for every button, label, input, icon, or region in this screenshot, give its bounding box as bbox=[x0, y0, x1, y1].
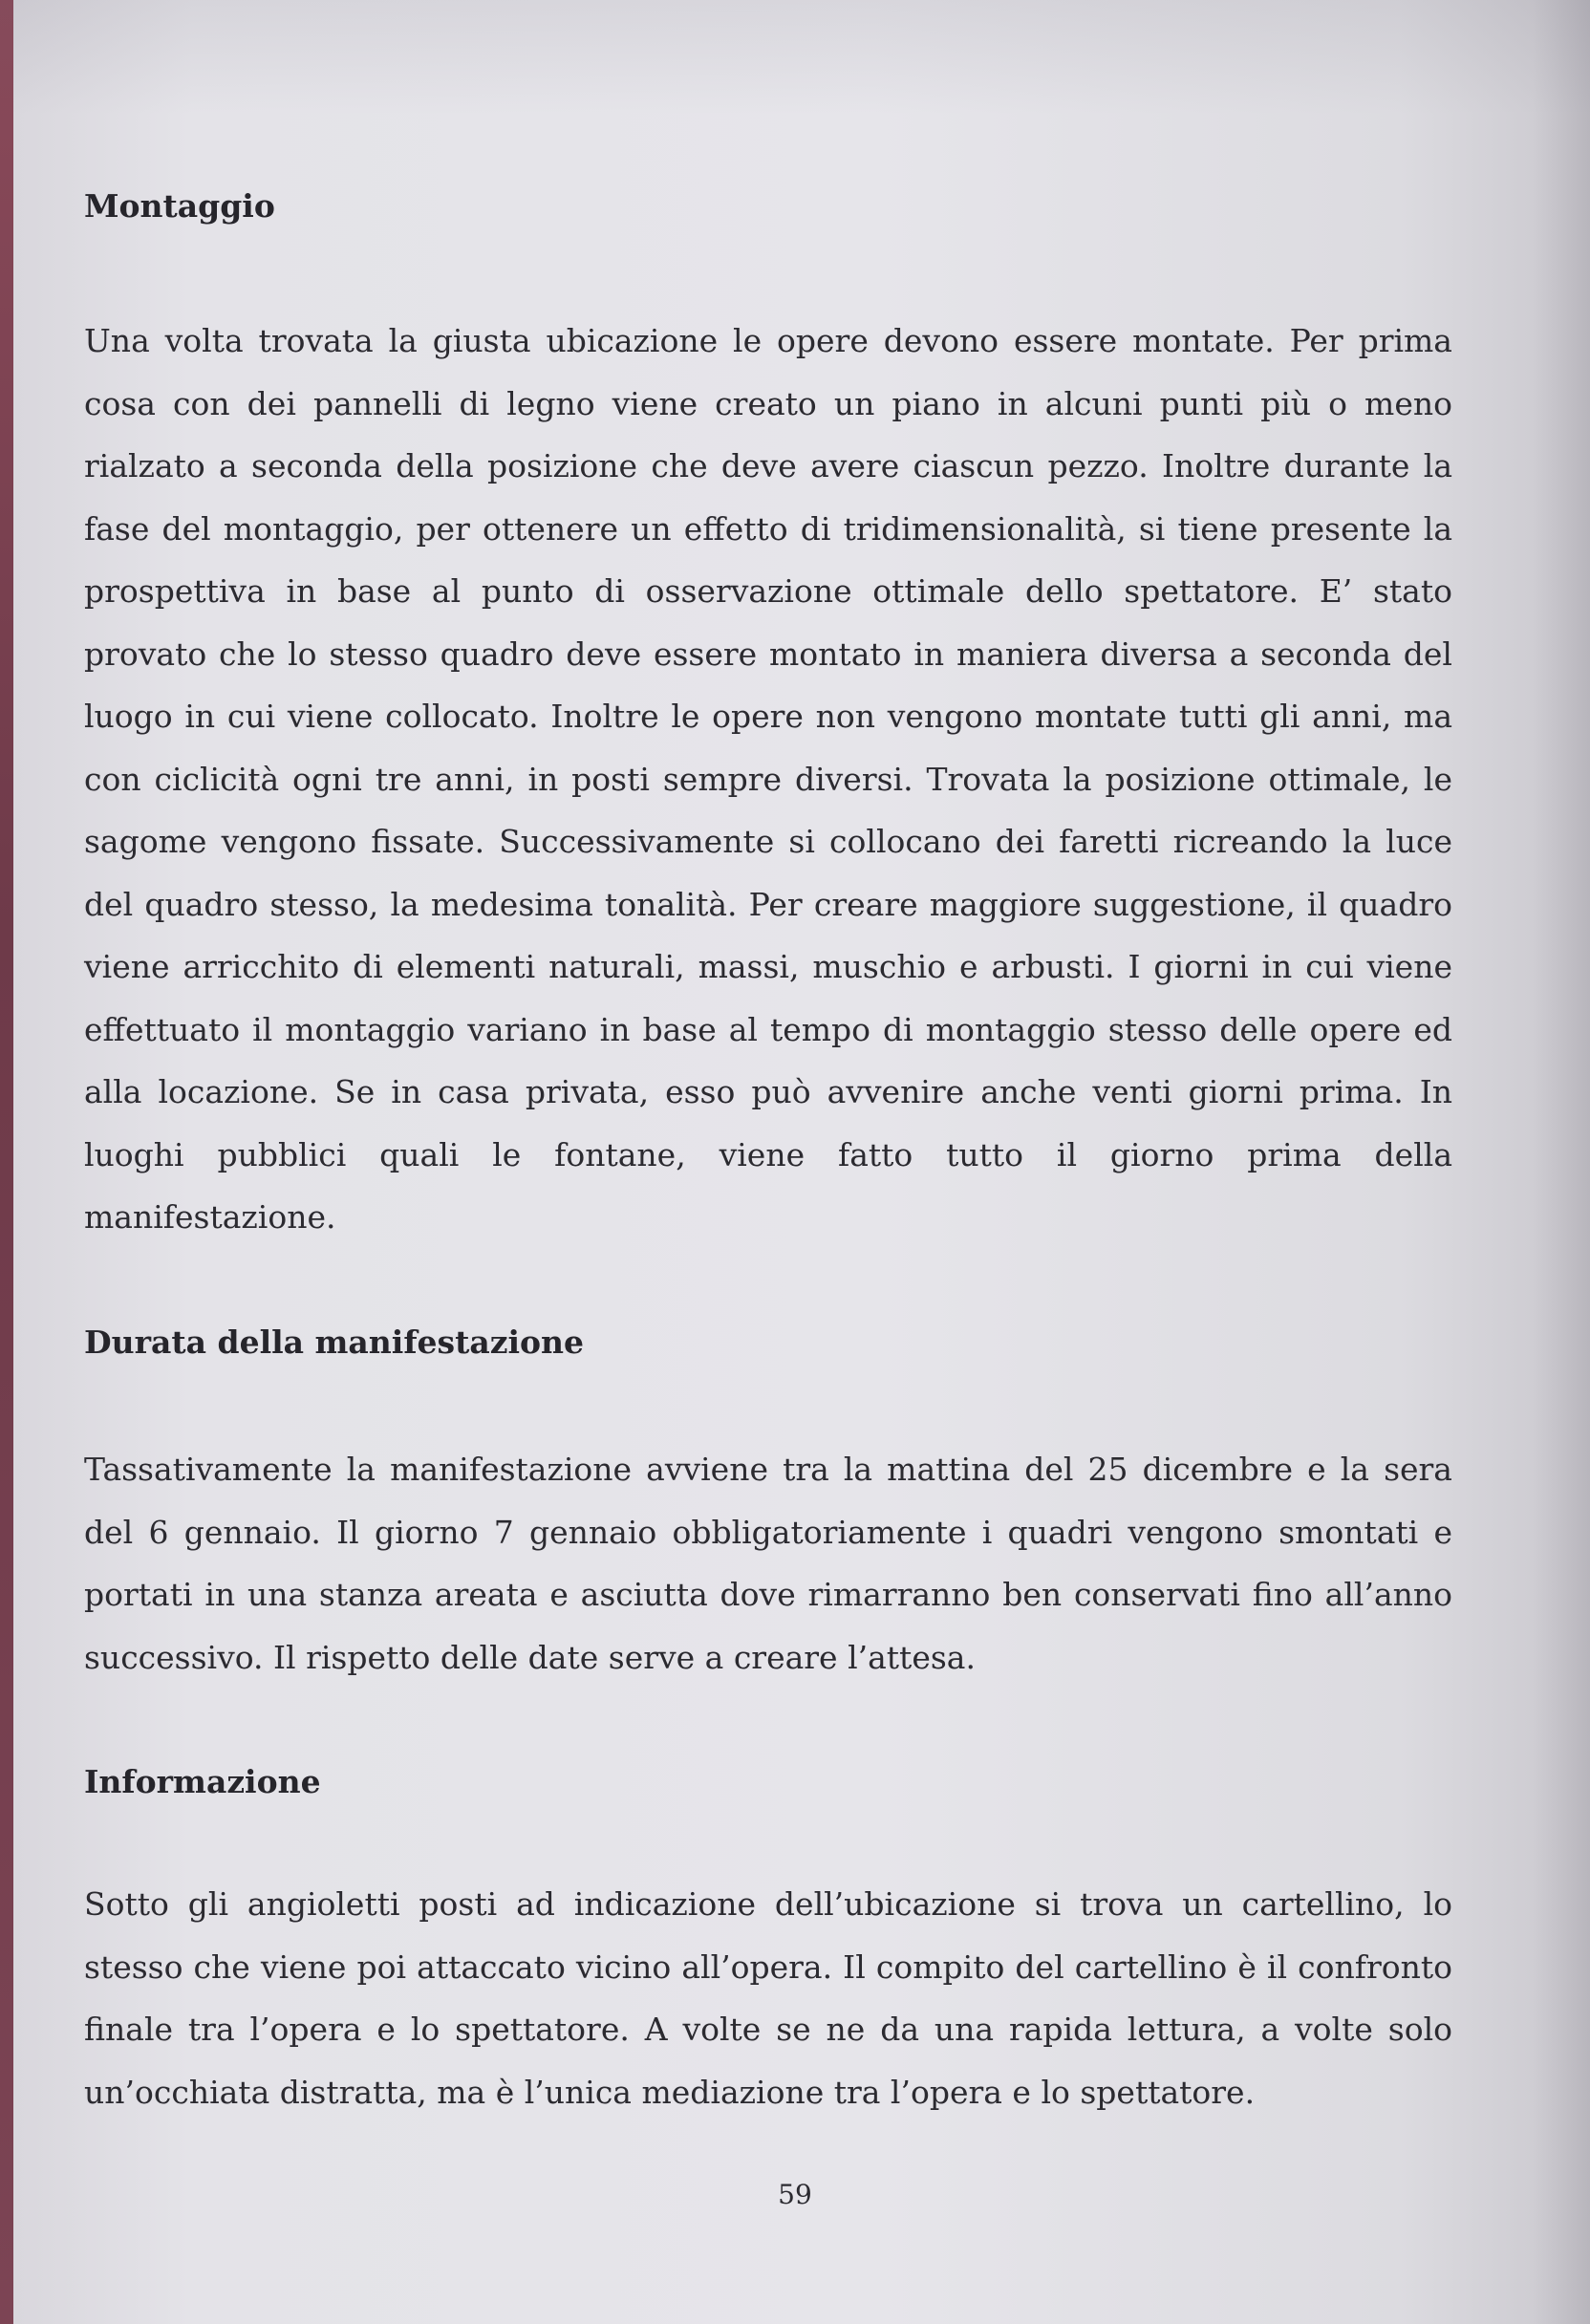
heading-durata: Durata della manifestazione bbox=[84, 1323, 585, 1361]
heading-informazione: Informazione bbox=[84, 1763, 321, 1800]
page-edge bbox=[0, 0, 13, 2324]
right-shadow bbox=[1533, 0, 1590, 2324]
section-informazione bbox=[84, 1873, 1452, 2123]
top-shade bbox=[0, 0, 1590, 115]
paragraph-informazione: Sotto gli angioletti posti ad indicazione dell’ubicazione si trova un cartellino, lo stesso che viene poi attaccato vicino all’opera. Il compito del cartellino è il confronto finale tra l’opera e lo spettatore. A volte se ne da una rapida lettura, a volte solo un’occhiata distratta, ma è l’unica mediazione tra l’opera e lo spettatore. bbox=[84, 1885, 1452, 2111]
paragraph-montaggio: Una volta trovata la giusta ubicazione le opere devono essere montate. Per prima cosa con dei pannelli di legno viene creato un piano in alcuni punti più o meno rialzato a seconda della posizione che deve avere ciascun pezzo. Inoltre durante la fase del montaggio, per ottenere un effetto di tridimensionalità, si tiene presente la prospettiva in base al punto di osservazione ottimale dello spettatore. E’ stato provato che lo stesso quadro deve essere montato in maniera diversa a seconda del luogo in cui viene collocato. Inoltre le opere non vengono montate tutti gli anni, ma con ciclicità ogni tre anni, in posti sempre diversi. Trovata la posizione ottimale, le sagome vengono fissate. Successivamente si collocano dei faretti ricreando la luce del quadro stesso, la medesima tonalità. Per creare maggiore suggestione, il quadro viene arricchito di elementi naturali, massi, muschio e arbusti. I giorni in cui viene effettuato il montaggio variano in base al tempo di montaggio stesso delle opere ed alla locazione. Se in casa privata, esso può avvenire anche venti giorni prima. In luoghi pubblici quali le fontane, viene fatto tutto il giorno prima della manifestazione. bbox=[84, 322, 1452, 1236]
section-durata bbox=[84, 1438, 1452, 1689]
paragraph-durata: Tassativamente la manifestazione avviene tra la mattina del 25 dicembre e la sera del 6 gennaio. Il giorno 7 gennaio obbligatoriamente i quadri vengono smontati e portati in una stanza areata e asciutta dove rimarranno ben conservati fino all’anno successivo. Il rispetto delle date serve a creare l’attesa. bbox=[84, 1451, 1452, 1676]
section-montaggio bbox=[84, 310, 1452, 1249]
heading-montaggio: Montaggio bbox=[84, 187, 275, 225]
page-number: 59 bbox=[778, 2179, 812, 2210]
